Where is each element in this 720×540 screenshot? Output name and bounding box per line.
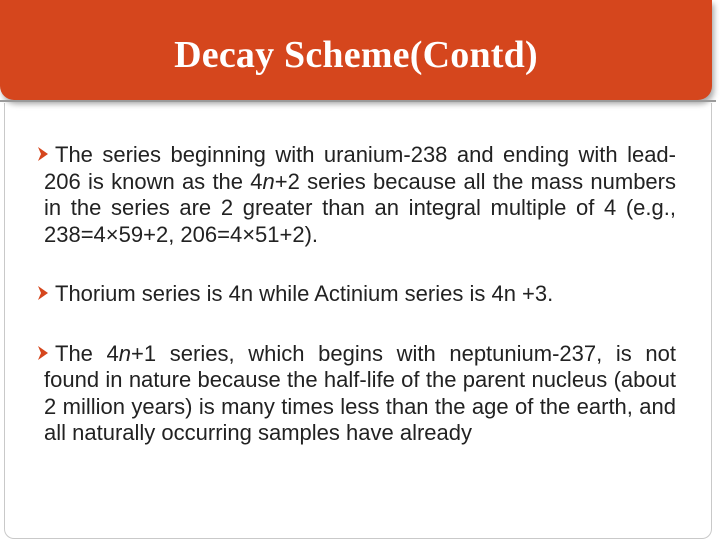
text-segment: The series beginning with uranium-238 and ending with lead-206 is known as the 4: [44, 142, 676, 194]
title-divider: [0, 100, 716, 102]
bullet-text: [44, 341, 676, 446]
bullet-arrow-icon: [37, 285, 49, 301]
text-segment: +2 series because all the mass numbers in the series are 2 greater than an integral multiple of 4 (e.g., 238=4×59+2, 206=4×51+2).: [44, 168, 676, 247]
text-segment-italic: n: [118, 340, 132, 366]
bullet-item: [44, 281, 676, 308]
bullet-arrow-icon: [37, 345, 49, 361]
text-segment: Thorium series is 4n while Actinium series is 4n +3.: [55, 281, 554, 306]
bullet-arrow-icon: [37, 146, 49, 162]
bullet-text: [44, 142, 676, 247]
title-bar: [0, 0, 712, 100]
slide-content: [44, 142, 676, 447]
bullet-text: [55, 281, 553, 306]
text-segment-italic: n: [262, 168, 275, 194]
slide-title: Decay Scheme(Contd): [174, 34, 538, 76]
bullet-item: [44, 142, 676, 248]
text-segment: +1 series, which begins with neptunium-237, is not found in nature because the half-life of the parent nucleus (about 2 million years) is many times less than the age of the earth, and all naturally occurring samples have already: [44, 340, 676, 445]
bullet-item: [44, 341, 676, 447]
text-segment: The 4: [55, 340, 119, 366]
